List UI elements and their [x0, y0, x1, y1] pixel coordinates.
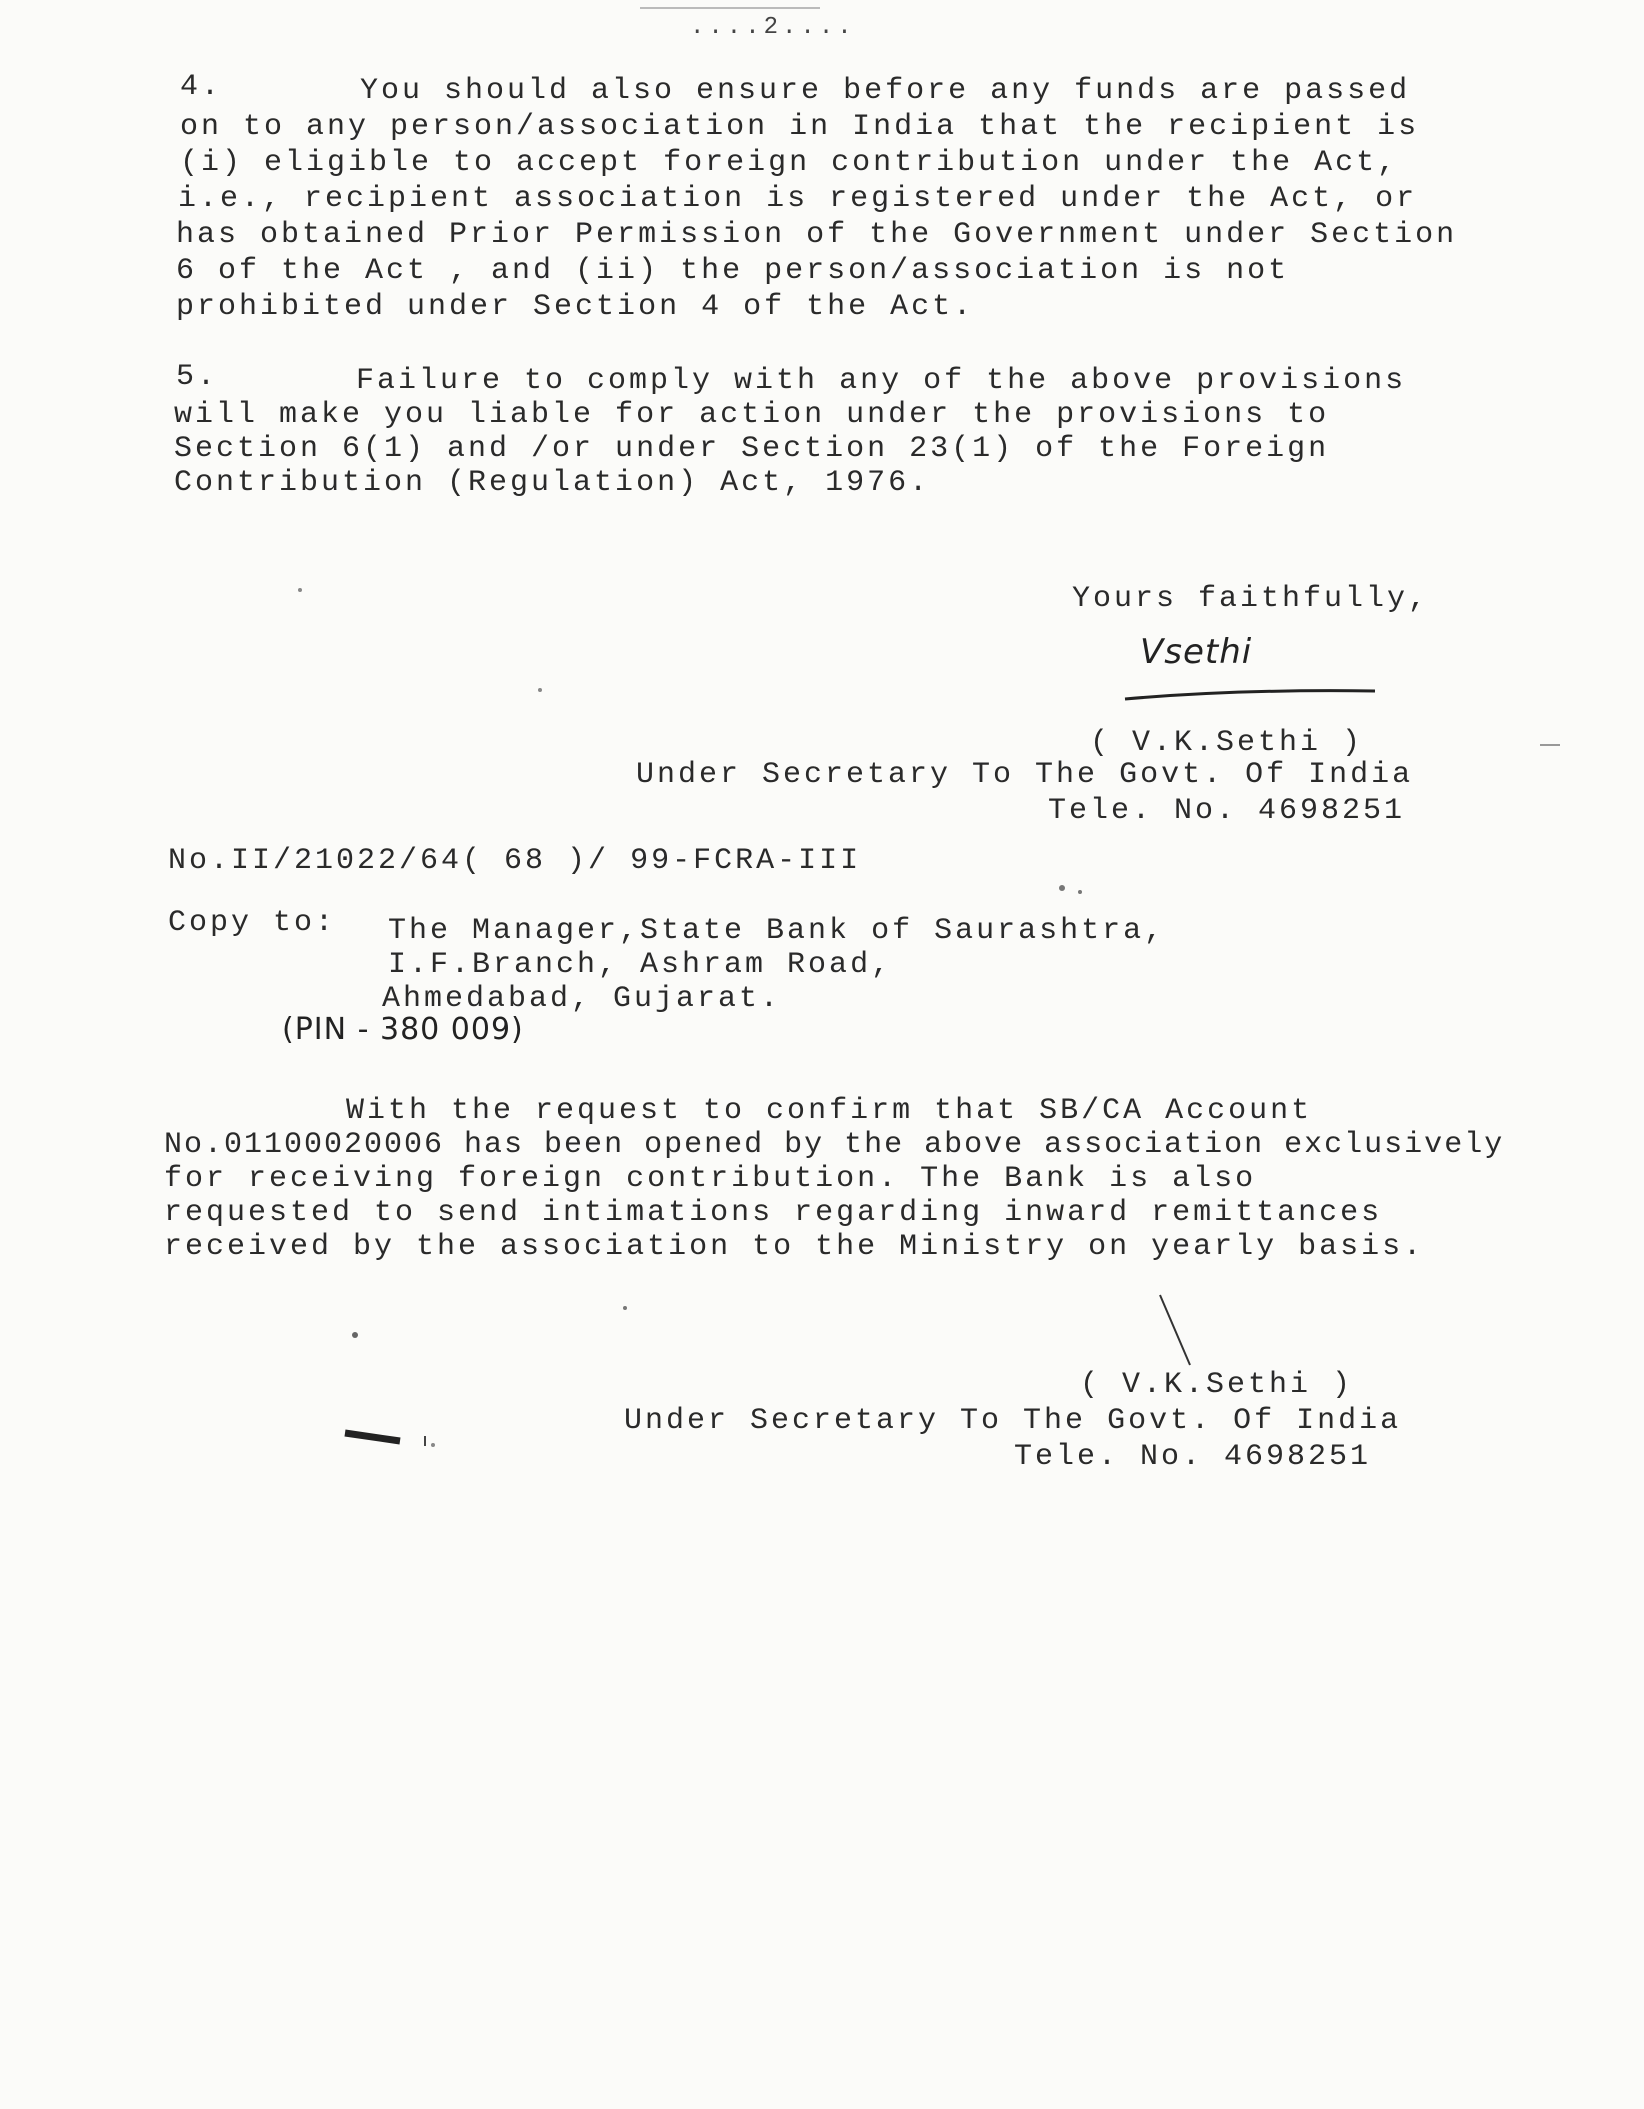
handwritten-signature: Vsethi: [1140, 632, 1253, 672]
para4-line-4: i.e., recipient association is registered under the Act, or: [178, 182, 1418, 216]
request-line-2: No.01100020006 has been opened by the above association exclusively: [164, 1128, 1505, 1162]
para4-line-6: 6 of the Act , and (ii) the person/association is not: [176, 254, 1290, 288]
signature1-tele: Tele. No. 4698251: [1048, 794, 1406, 828]
signature2-tele: Tele. No. 4698251: [1014, 1440, 1372, 1474]
request-line-5: received by the association to the Ministry on yearly basis.: [164, 1230, 1425, 1264]
signature1-name: ( V.K.Sethi ): [1090, 726, 1364, 760]
para5-line-4: Contribution (Regulation) Act, 1976.: [174, 466, 931, 500]
para4-line-7: prohibited under Section 4 of the Act.: [176, 290, 975, 324]
para4-line-2: on to any person/association in India that the recipient is: [180, 110, 1420, 144]
para5-number: 5.: [176, 360, 219, 394]
reference-number: No.II/21022/64( 68 )/ 99-FCRA-III: [168, 844, 862, 878]
copy-to-line-3: Ahmedabad, Gujarat.: [382, 982, 782, 1016]
signature1-title: Under Secretary To The Govt. Of India: [636, 758, 1414, 792]
para5-line-3: Section 6(1) and /or under Section 23(1) of the Foreign: [174, 432, 1330, 466]
para4-line-5: has obtained Prior Permission of the Government under Section: [176, 218, 1458, 252]
para4-number: 4.: [180, 70, 223, 104]
signature2-title: Under Secretary To The Govt. Of India: [624, 1404, 1402, 1438]
handwritten-pin: (PIN - 380 009): [282, 1012, 524, 1047]
copy-to-line-2: I.F.Branch, Ashram Road,: [388, 948, 893, 982]
request-line-4: requested to send intimations regarding inward remittances: [164, 1196, 1383, 1230]
para5-line-1: Failure to comply with any of the above provisions: [356, 364, 1407, 398]
page-number: ....2....: [690, 14, 856, 41]
para4-line-3: (i) eligible to accept foreign contribution under the Act,: [180, 146, 1399, 180]
para4-line-1: You should also ensure before any funds are passed: [360, 74, 1411, 108]
para5-line-2: will make you liable for action under the provisions to: [174, 398, 1330, 432]
signature2-name: ( V.K.Sethi ): [1080, 1368, 1354, 1402]
signature-underline: [1120, 685, 1380, 705]
copy-to-line-1: The Manager,State Bank of Saurashtra,: [388, 914, 1166, 948]
request-line-3: for receiving foreign contribution. The Bank is also: [164, 1162, 1257, 1196]
closing: Yours faithfully,: [1072, 582, 1430, 616]
request-line-1: With the request to confirm that SB/CA Account: [346, 1094, 1313, 1128]
copy-to-label: Copy to:: [168, 906, 337, 940]
